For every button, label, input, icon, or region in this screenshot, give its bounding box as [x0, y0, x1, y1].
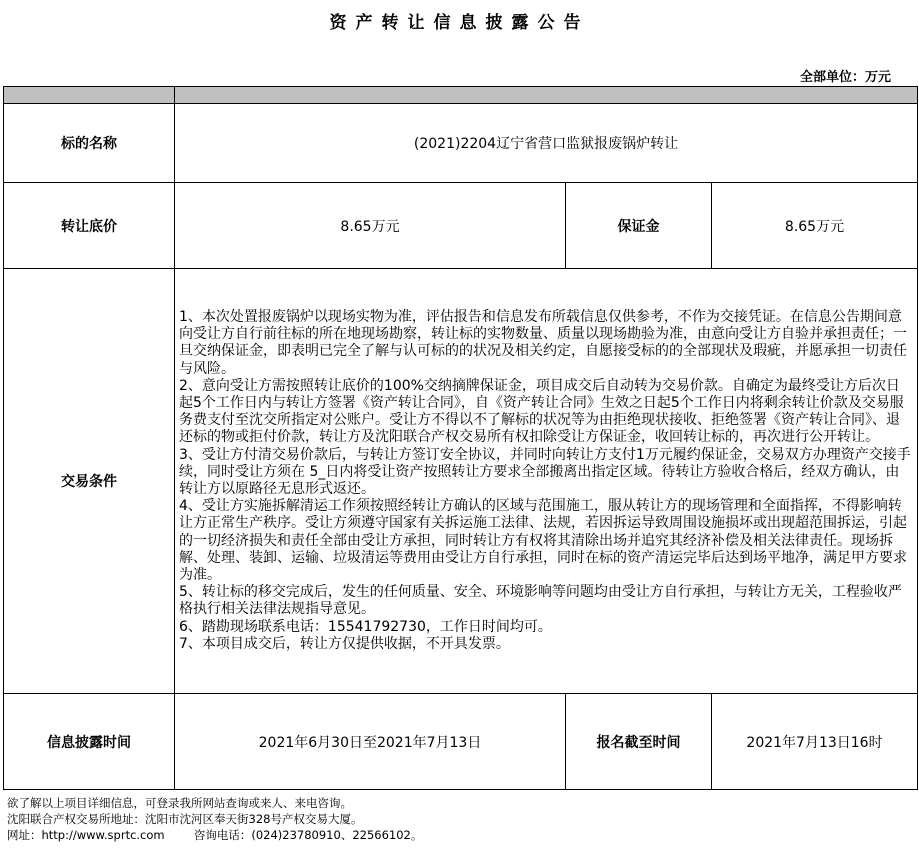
disclosure-label: 信息披露时间	[4, 694, 175, 790]
price-value: 8.65万元	[175, 183, 566, 269]
deadline-label: 报名截至时间	[566, 694, 712, 790]
deadline-value: 2021年7月13日16时	[712, 694, 918, 790]
condition-item: 5、转让标的移交完成后，发生的任何质量、安全、环境影响等问题均由受让方自行承担，与转让方无关，工程验收严格执行相关法律法规指导意见。	[179, 584, 902, 618]
deposit-value: 8.65万元	[712, 183, 918, 269]
condition-item: 3、受让方付清交易价款后，与转让方签订安全协议，并同时向转让方支付1万元履约保证金，交易双方办理资产交接手续，同时受让方须在 5_日内将受让资产按照转让方要求全部搬离出指定区域。待转让方验收合格后，经双方确认，由转让方以原路径无息形式返还。	[179, 446, 911, 497]
disclosure-value: 2021年6月30日至2021年7月13日	[175, 694, 566, 790]
disclosure-table	[3, 86, 918, 790]
table-row	[4, 183, 918, 269]
name-label: 标的名称	[4, 104, 175, 183]
header-cell	[4, 87, 175, 104]
conditions-label: 交易条件	[4, 269, 175, 694]
conditions-text	[175, 269, 918, 694]
condition-item: 2、意向受让方需按照转让底价的100%交纳摘牌保证金，项目成交后自动转为交易价款。自确定为最终受让方后次日起5个工作日内与转让方签署《资产转让合同》，自《资产转让合同》生效之日起5个工作日内将剩余转让价款及交易服务费支付至沈交所指定对公账户。受让方不得以不了解标的状况等为由拒绝现状接收、拒绝签署《资产转让合同》、退还标的物或拒付价款，转让方及沈阳联合产权交易所有权扣除受让方保证金，收回转让标的，再次进行公开转让。	[179, 377, 904, 446]
deposit-label: 保证金	[566, 183, 712, 269]
page-title: 资产转让信息披露公告	[329, 13, 590, 33]
price-label: 转让底价	[4, 183, 175, 269]
name-value: (2021)2204辽宁省营口监狱报废锅炉转让	[175, 104, 918, 183]
condition-item: 6、踏勘现场联系电话：15541792730，工作日时间均可。	[179, 618, 552, 635]
footer-info	[7, 795, 422, 843]
condition-item: 4、受让方实施拆解清运工作须按照经转让方确认的区域与范围施工，服从转让方的现场管理和全面指挥，不得影响转让方正常生产秩序。受让方须遵守国家有关拆运施工法律、法规，若因拆运导致周围设施损坏或出现超范围拆运，引起的一切经济损失和责任全部由受让方承担，同时转让方有权将其清除出场并追究其经济补偿及相关法律责任。现场拆解、处理、装卸、运输、垃圾清运等费用由受让方自行承担，同时在标的资产清运完毕后达到场平地净，满足甲方要求为准。	[179, 498, 907, 584]
table-row	[4, 694, 918, 790]
condition-item: 7、本项目成交后，转让方仅提供收据，不开具发票。	[179, 635, 510, 652]
condition-item: 1、本次处置报废锅炉以现场实物为准，评估报告和信息发布所载信息仅供参考，不作为交接凭证。在信息公告期间意向受让方自行前往标的所在地现场勘察，转让标的实物数量、质量以现场勘验为准，由意向受让方自验并承担责任；一旦交纳保证金，即表明已完全了解与认可标的的状况及相关约定，自愿接受标的的全部现状及瑕疵，并愿承担一切责任与风险。	[179, 308, 907, 377]
table-row	[4, 104, 918, 183]
footer-line: 欲了解以上项目详细信息，可登录我所网站查询或来人、来电咨询。	[7, 796, 352, 810]
header-cell	[175, 87, 918, 104]
footer-line: 沈阳联合产权交易所地址：沈阳市沈河区奉天街328号产权交易大厦。	[7, 812, 363, 826]
footer-line: 网址：http://www.sprtc.com 咨询电话：(024)23780910、22566102。	[7, 828, 423, 842]
table-header-row	[4, 87, 918, 104]
unit-note: 全部单位：万元	[799, 70, 891, 85]
table-row	[4, 269, 918, 694]
